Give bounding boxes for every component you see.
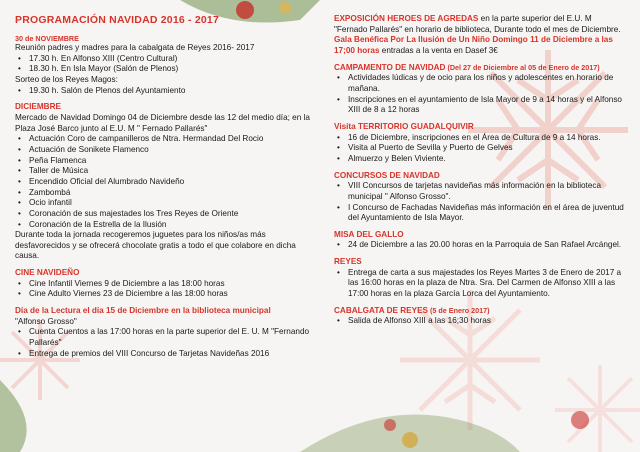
list-item: • I Concurso de Fachadas Navideñas más información en el área de juventud del Ayuntamiento de Isla Mayor. bbox=[334, 203, 626, 224]
section-heading-concursos: CONCURSOS DE NAVIDAD bbox=[334, 170, 440, 180]
left-column bbox=[15, 14, 313, 359]
lectura-sub: "Alfonso Grosso" bbox=[15, 316, 77, 326]
list-item: • VIII Concursos de tarjetas navideñas más información en la biblioteca municipal " Alfonso Grosso". bbox=[334, 181, 626, 202]
list-item: • Zambombá bbox=[15, 188, 313, 199]
diciembre-outro: Durante toda la jornada recogeremos juguetes para los niños/as más desfavorecidos y se ofrecerá chocolate gratis a todo el que colabore en dicha causa. bbox=[15, 230, 296, 261]
expo-heading: EXPOSICIÓN HEROES DE AGREDAS bbox=[334, 14, 479, 23]
section-heading-visita: Visita TERRITORIO GUADALQUIVIR bbox=[334, 121, 474, 131]
list-item: • Cine Infantil Viernes 9 de Diciembre a las 18:00 horas bbox=[15, 279, 313, 290]
meeting-intro: Reunión padres y madres para la cabalgata de Reyes 2016- 2017 bbox=[15, 43, 255, 52]
section-heading-reyes: REYES bbox=[334, 257, 362, 267]
section-heading-cabalgata: CABALGATA DE REYES bbox=[334, 305, 429, 315]
cabalgata-heading-line bbox=[334, 306, 626, 317]
list-item: • Coronación de sus majestades los Tres Reyes de Oriente bbox=[15, 209, 313, 220]
reyes-list bbox=[334, 268, 626, 300]
gala-text: entradas a la venta en Dasef 3€ bbox=[379, 45, 498, 55]
list-item: • Inscripciones en el ayuntamiento de Isla Mayor de 9 a 14 horas y el Alfonso XIII de 8 a 12 horas bbox=[334, 95, 626, 116]
section-heading-diciembre: DICIEMBRE bbox=[15, 102, 61, 112]
camp-heading-line bbox=[334, 63, 626, 74]
expo-block bbox=[334, 14, 626, 35]
section-heading-cine: CINE NAVIDEÑO bbox=[15, 268, 80, 278]
cine-list bbox=[15, 279, 313, 300]
list-item: • Taller de Música bbox=[15, 166, 313, 177]
diciembre-list bbox=[15, 134, 313, 230]
sorteo-label: Sorteo de los Reyes Magos: bbox=[15, 74, 118, 84]
section-heading-campamento: CAMPAMENTO DE NAVIDAD bbox=[334, 62, 446, 72]
gala-heading: Gala Benéfica Por La Ilusión de Un Niño Domingo 11 de Diciembre a las 17;00 horas bbox=[334, 35, 613, 55]
list-item: • Encendido Oficial del Alumbrado Navideño bbox=[15, 177, 313, 188]
misa-list bbox=[334, 240, 626, 251]
list-item: • Entrega de premios del VIII Concurso de Tarjetas Navideñas 2016 bbox=[15, 349, 313, 360]
expo-text: en la parte superior del E.U. M "Fernado Pallarés" en horario de biblioteca, Durante todo el mes de Diciembre. bbox=[334, 14, 621, 34]
list-item: • Visita al Puerto de Sevilla y Puerto de Gelves bbox=[334, 143, 626, 154]
list-item: • Salida de Alfonso XIII a las 16;30 horas bbox=[334, 316, 626, 327]
meeting-list bbox=[15, 54, 313, 75]
list-item: • Entrega de carta a sus majestades los Reyes Martes 3 de Enero de 2017 a las 16:00 horas en la plaza de Ntra. Sra. Del Carmen de Alfonso XIII a las 17:00 horas en la plaza García Lorca del Ayuntamiento. bbox=[334, 268, 626, 300]
gala-block bbox=[334, 35, 626, 56]
right-column bbox=[334, 14, 626, 327]
page-title: PROGRAMACIÓN NAVIDAD 2016 - 2017 bbox=[15, 14, 220, 26]
list-item: • Cuenta Cuentos a las 17:00 horas en la parte superior del E. U. M "Fernando Pallarés" bbox=[15, 327, 313, 348]
visita-list bbox=[334, 133, 626, 165]
list-item: • 16 de Diciembre, inscripciones en el Área de Cultura de 9 a 14 horas. bbox=[334, 133, 626, 144]
section-heading-misa: MISA DEL GALLO bbox=[334, 229, 404, 239]
cabalgata-list bbox=[334, 316, 626, 327]
list-item: • Ocio infantil bbox=[15, 198, 313, 209]
camp-list bbox=[334, 73, 626, 116]
date-heading: 30 de NOVIEMBRE bbox=[15, 33, 79, 43]
snowflake-icon bbox=[555, 365, 640, 452]
list-item: • 17.30 h. En Alfonso XIII (Centro Cultural) bbox=[15, 54, 313, 65]
diciembre-intro: Mercado de Navidad Domingo 04 de Diciembre desde las 12 del medio día; en la Plaza José Barco junto al E.U. M " Fernado Pallarés" bbox=[15, 112, 310, 133]
list-item: • Actuación Coro de campanilleros de Ntra. Hermandad Del Rocio bbox=[15, 134, 313, 145]
list-item: • Cine Adulto Viernes 23 de Diciembre a las 18:00 horas bbox=[15, 289, 313, 300]
list-item: • Actividades lúdicas y de ocio para los niños y adolescentes en horario de mañana. bbox=[334, 73, 626, 94]
list-item: • Coronación de la Estrella de la Ilusión bbox=[15, 220, 313, 231]
sorteo-list bbox=[15, 86, 313, 97]
list-item: • 18.30 h. En Isla Mayor (Salón de Plenos) bbox=[15, 64, 313, 75]
concursos-list bbox=[334, 181, 626, 224]
list-item: • 19.30 h. Salón de Plenos del Ayuntamiento bbox=[15, 86, 313, 97]
section-heading-lectura: Día de la Lectura el día 15 de Diciembre en la biblioteca municipal bbox=[15, 306, 271, 316]
cabalgata-date: (5 de Enero 2017) bbox=[428, 305, 490, 315]
list-item: • Peña Flamenca bbox=[15, 156, 313, 167]
list-item: • Actuación de Sonikete Flamenco bbox=[15, 145, 313, 156]
list-item: • Almuerzo y Belen Viviente. bbox=[334, 154, 626, 165]
camp-dates: (Del 27 de Diciembre al 05 de Enero de 2017) bbox=[445, 62, 600, 72]
lectura-list bbox=[15, 327, 313, 359]
list-item: • 24 de Diciembre a las 20.00 horas en la Parroquia de San Rafael Arcángel. bbox=[334, 240, 626, 251]
